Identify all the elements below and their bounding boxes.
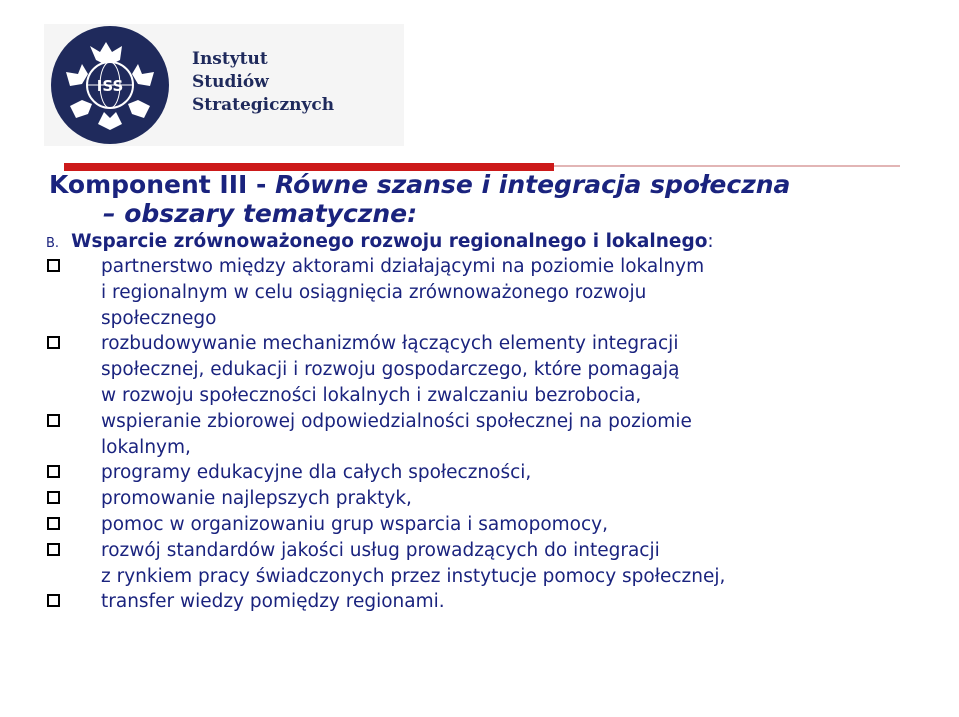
- section-heading: [46, 229, 714, 256]
- list-item-text: pomoc w organizowaniu grup wsparcia i samopomocy,: [101, 513, 608, 535]
- title-prefix: Komponent III -: [49, 170, 276, 199]
- list-item-text: rozwój standardów jakości usług prowadzących do integracji z rynkiem pracy świadczonych przez instytucje pomocy społecznej,: [101, 539, 726, 587]
- hands-globe-emblem: [50, 24, 170, 146]
- section-heading-text: Wsparcie zrównoważonego rozwoju regionalnego i lokalnego: [71, 231, 708, 252]
- list-item: [46, 409, 946, 461]
- list-item: [46, 254, 946, 331]
- list-item-text: promowanie najlepszych praktyk,: [101, 488, 412, 510]
- title-rule-gray: [554, 165, 900, 167]
- square-bullet-icon: [47, 465, 60, 478]
- square-bullet-icon: [47, 259, 60, 272]
- slide-title: [49, 170, 929, 228]
- logo-text: [192, 48, 334, 117]
- square-bullet-icon: [47, 336, 60, 349]
- list-item-text: rozbudowywanie mechanizmów łączących elementy integracji społecznej, edukacji i rozwoju gospodarczego, które pomagają w rozwoju społeczności lokalnych i zwalczaniu bezrobocia,: [101, 333, 680, 406]
- square-bullet-icon: [47, 594, 60, 607]
- logo-line-1: Instytut: [192, 49, 268, 69]
- list-item: [46, 331, 946, 408]
- logo-line-2: Studiów: [192, 72, 269, 92]
- list-item-text: wspieranie zbiorowej odpowiedzialności społecznej na poziomie lokalnym,: [101, 410, 692, 458]
- square-bullet-icon: [47, 543, 60, 556]
- list-item: [46, 486, 946, 512]
- logo-circle-text: ISS: [96, 77, 124, 95]
- section-marker: B.: [46, 236, 60, 251]
- title-line-2: – obszary tematyczne:: [103, 199, 418, 228]
- square-bullet-icon: [47, 414, 60, 427]
- logo-line-3: Strategicznych: [192, 95, 335, 115]
- section-colon: :: [707, 231, 714, 252]
- square-bullet-icon: [47, 491, 60, 504]
- square-bullet-icon: [47, 517, 60, 530]
- list-item: [46, 538, 946, 590]
- title-italic: Równe szanse i integracja społeczna: [275, 170, 791, 199]
- bullet-list: [46, 254, 946, 615]
- list-item-text: transfer wiedzy pomiędzy regionami.: [101, 591, 445, 613]
- list-item: [46, 460, 946, 486]
- list-item-text: partnerstwo między aktorami działającymi na poziomie lokalnym i regionalnym w celu osiągnięcia zrównoważonego rozwoju społecznego: [101, 256, 705, 329]
- list-item: [46, 589, 946, 615]
- list-item-text: programy edukacyjne dla całych społeczności,: [101, 462, 532, 484]
- list-item: [46, 512, 946, 538]
